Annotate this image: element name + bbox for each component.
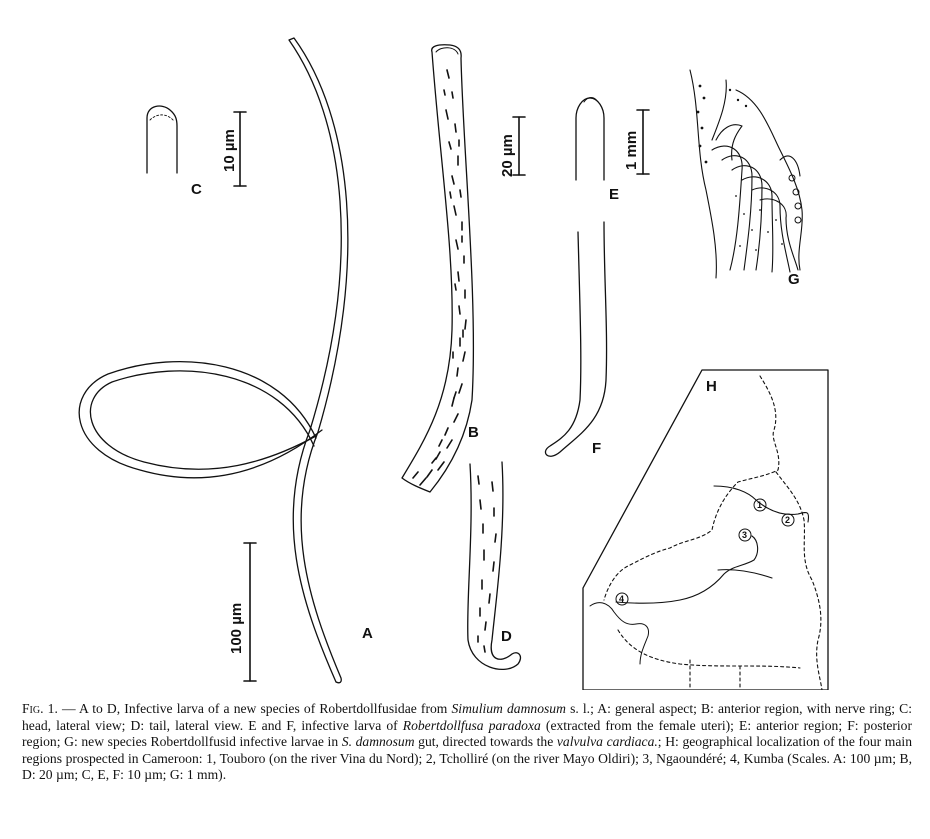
caption-fig-label: Fig. 1. (22, 701, 58, 716)
map-rivers (616, 486, 809, 603)
panel-label-c: C (191, 181, 202, 198)
scale-label-a: 100 µm (228, 602, 245, 654)
map-frame (583, 370, 828, 690)
panel-e-anterior-drawing (576, 98, 604, 181)
map-number-4: 4 (619, 594, 625, 604)
panel-f-posterior-drawing (545, 222, 606, 456)
map-number-1: 1 (757, 500, 763, 510)
caption-text-1: A to D, Infective larva of a new species of Robertdollfusidae from (79, 701, 452, 716)
map-number-3: 3 (742, 530, 748, 540)
panel-g-gut-drawing (690, 70, 802, 278)
panel-h-map (583, 370, 828, 690)
map-border (604, 376, 779, 600)
panel-label-g: G (788, 271, 800, 288)
scale-bar-a (244, 543, 256, 681)
map-number-2: 2 (785, 515, 791, 525)
caption-dash: — (57, 701, 79, 716)
panel-label-f: F (592, 440, 602, 457)
scale-label-e: 1 mm (623, 130, 640, 170)
caption-text-3: (extracted from the female uteri); E: anterior region; F: posterior region; G: new species Robertdollfusid infective larvae in (22, 717, 913, 750)
panel-label-b: B (468, 424, 479, 441)
scale-label-c: 10 µm (221, 129, 238, 172)
caption-italic-4: valvulva cardiaca. (556, 734, 658, 750)
panel-b-anterior-drawing (402, 45, 473, 492)
panel-label-h: H (706, 378, 717, 395)
caption-italic-1: Simulium damnosum (451, 701, 566, 716)
caption-text-5: ; H: geographical localization of the four main regions prospected in Cameroon: 1, Touboro (on the river Vina du Nord); 2, Tcholliré (on the river Mayo Oldiri); 3, Ngaoundéré; 4, Kumba (Scales. A: 100 µm; B, D: 20 µm; C, E, F: 10 µm; G: 1 mm). (22, 734, 912, 783)
caption-text-2: s. l.; A: general aspect; B: anterior region, with nerve ring; C: head, lateral view; D: tail, lateral view. E and F, infective larva of (22, 701, 913, 733)
panel-a-larva-drawing (79, 38, 348, 683)
panel-g-cell-dots (697, 85, 783, 251)
panel-c-head-drawing (147, 106, 177, 173)
scale-label-b: 20 µm (499, 134, 516, 177)
panel-label-d: D (501, 628, 512, 645)
caption-text-4: gut, directed towards the (414, 734, 557, 750)
figure-caption (22, 701, 912, 784)
panel-label-a: A (362, 625, 373, 642)
caption-italic-3: S. damnosum (341, 734, 415, 750)
caption-italic-2: Robertdollfusa paradoxa (402, 717, 541, 733)
panel-label-e: E (609, 186, 620, 203)
